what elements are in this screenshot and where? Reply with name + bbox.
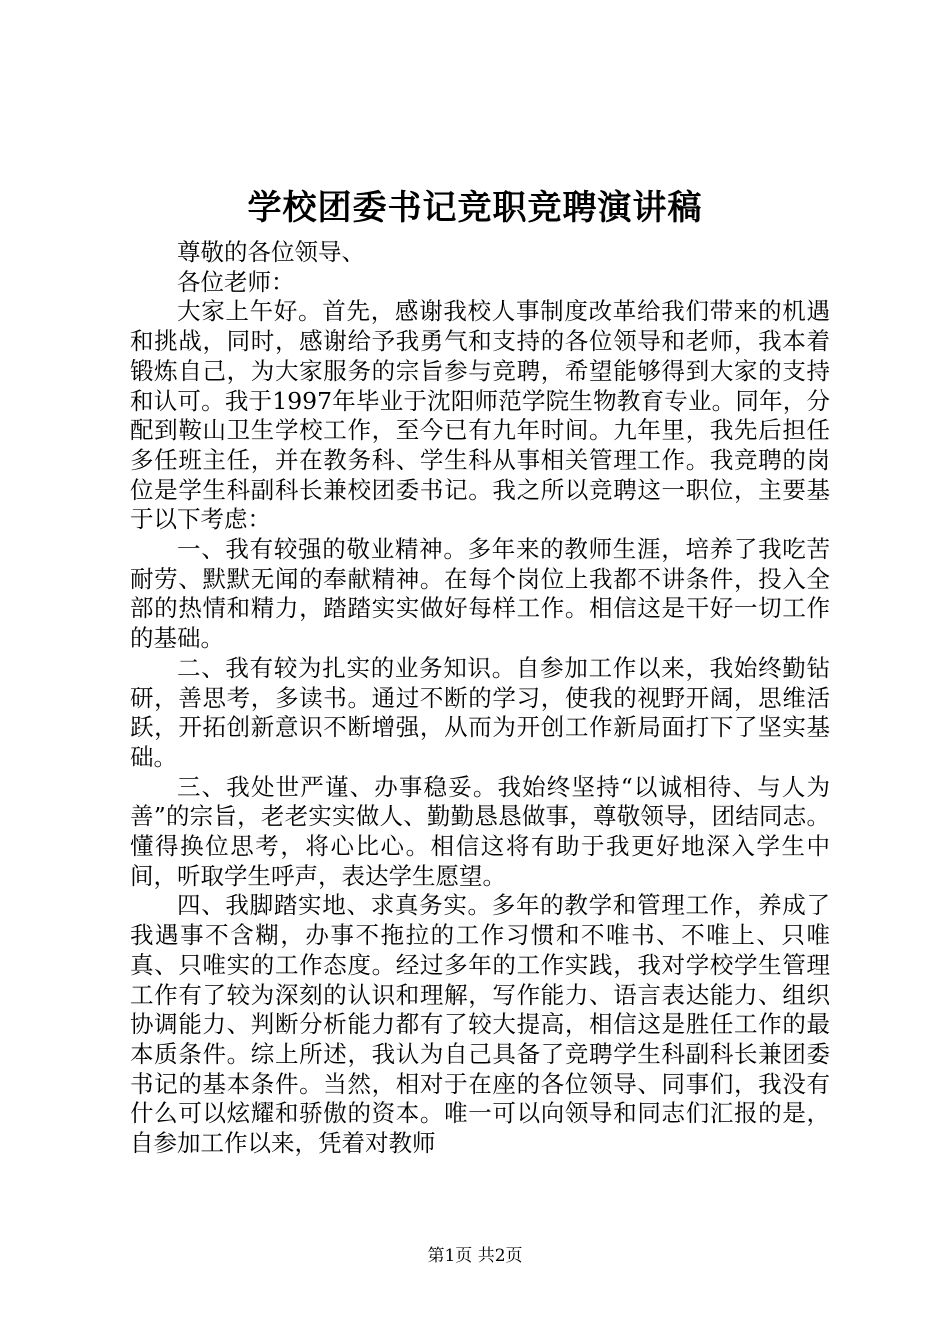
paragraph-point-4: 四、我脚踏实地、求真务实。多年的教学和管理工作，养成了我遇事不含糊，办事不拖拉的工作习惯和不唯书、不唯上、只唯真、只唯实的工作态度。经过多年的工作实践，我对学校学生管理工作有了较为深刻的认识和理解，写作能力、语言表达能力、组织协调能力、判断分析能力都有了较大提高，相信这是胜任工作的最本质条件。综上所述，我认为自己具备了竞聘学生科副科长兼团委书记的基本条件。当然，相对于在座的各位领导、同事们，我没有什么可以炫耀和骄傲的资本。唯一可以向领导和同志们汇报的是，自参加工作以来，凭着对教师 (130, 891, 830, 1158)
document-title: 学校团委书记竞职竞聘演讲稿 (247, 188, 703, 228)
salutation-line: 尊敬的各位领导、 (177, 238, 365, 266)
paragraph-point-2: 二、我有较为扎实的业务知识。自参加工作以来，我始终勤钻研，善思考，多读书。通过不断的学习，使我的视野开阔，思维活跃，开拓创新意识不断增强，从而为开创工作新局面打下了坚实基础。 (130, 653, 830, 771)
paragraph-intro: 大家上午好。首先，感谢我校人事制度改革给我们带来的机遇和挑战，同时，感谢给予我勇气和支持的各位领导和老师，我本着锻炼自己，为大家服务的宗旨参与竞聘，希望能够得到大家的支持和认可。我于1997年毕业于沈阳师范学院生物教育专业。同年，分配到鞍山卫生学校工作，至今已有九年时间。九年里，我先后担任多任班主任，并在教务科、学生科从事相关管理工作。我竞聘的岗位是学生科副科长兼校团委书记。我之所以竞聘这一职位，主要基于以下考虑： (130, 297, 830, 534)
paragraph-point-3: 三、我处世严谨、办事稳妥。我始终坚持“以诚相待、与人为善”的宗旨，老老实实做人、勤勤恳恳做事，尊敬领导，团结同志。懂得换位思考，将心比心。相信这将有助于我更好地深入学生中间，听取学生呼声，表达学生愿望。 (130, 772, 830, 890)
salutation-line: 各位老师： (177, 267, 295, 296)
document-body (130, 238, 830, 1159)
page-number-footer: 第1页 共2页 (427, 1246, 523, 1266)
paragraph-point-1: 一、我有较强的敬业精神。多年来的教师生涯，培养了我吃苦耐劳、默默无闻的奉献精神。在每个岗位上我都不讲条件，投入全部的热情和精力，踏踏实实做好每样工作。相信这是干好一切工作的基础。 (130, 535, 830, 653)
